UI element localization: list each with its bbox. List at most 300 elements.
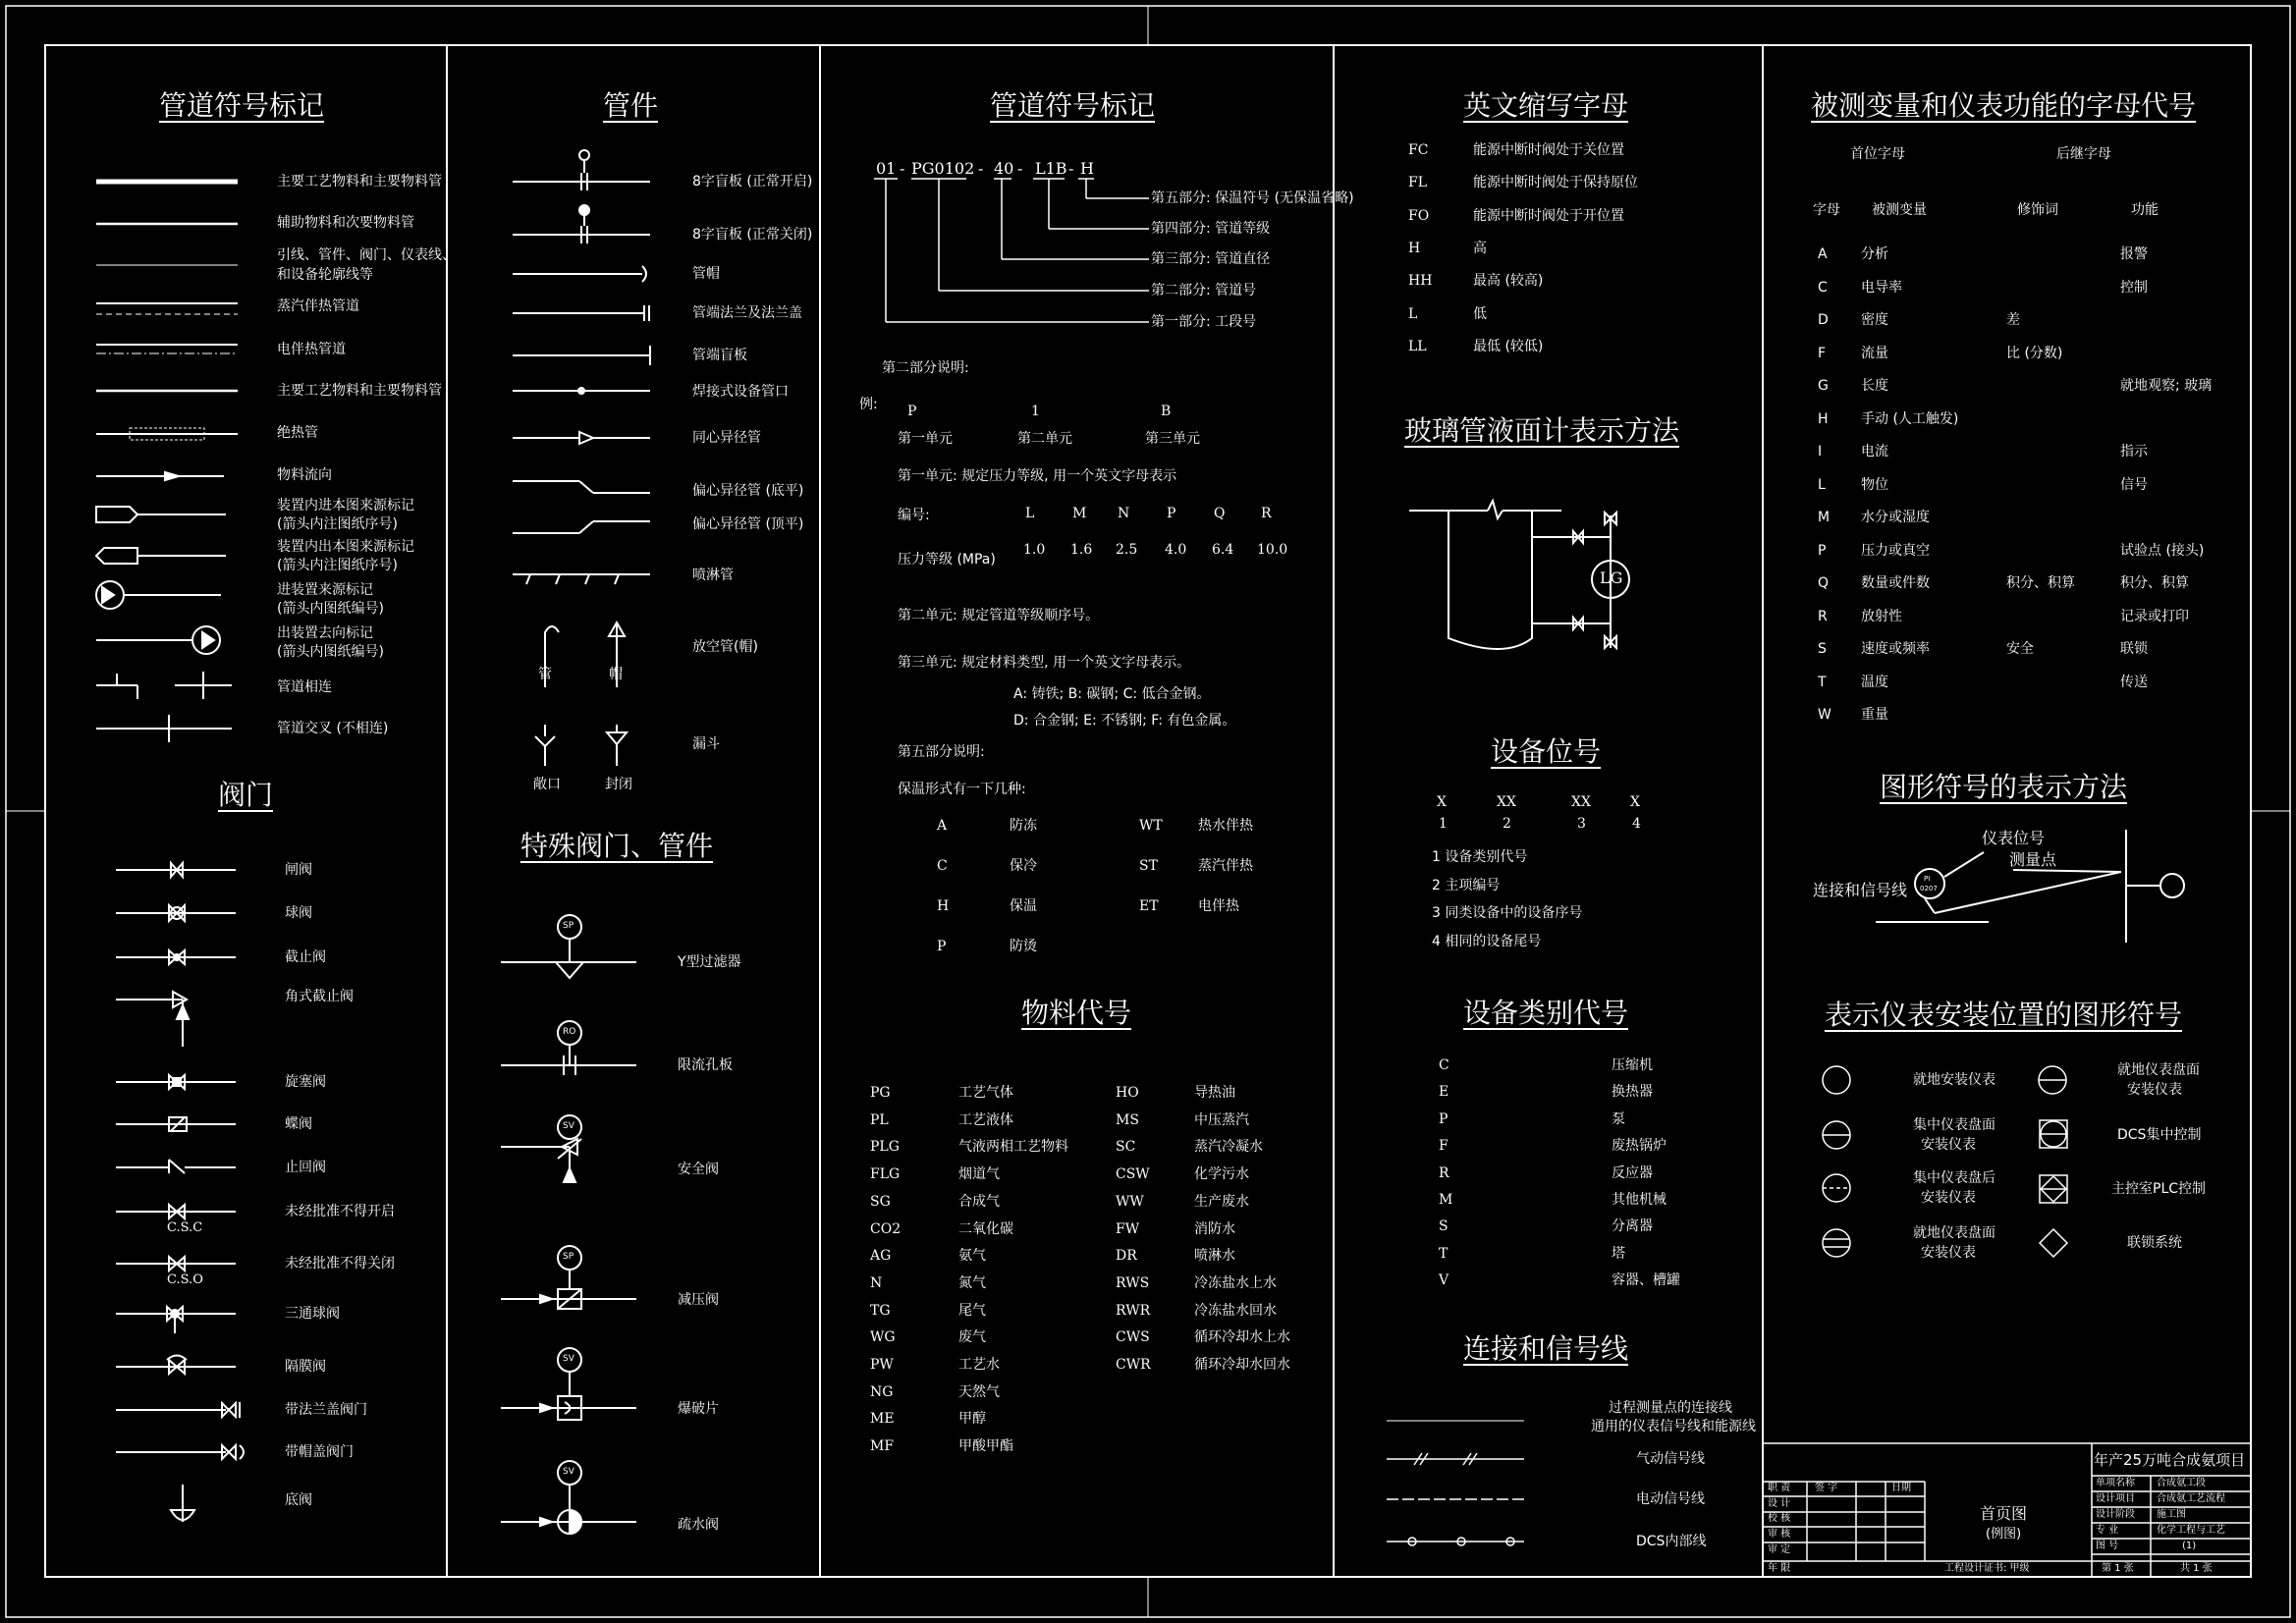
material-cell: 烟道气 bbox=[958, 1166, 1000, 1183]
inst-label: 安装仪表 bbox=[1921, 1137, 1976, 1153]
pipe-symbol-title: 管道符号标记 bbox=[158, 89, 325, 122]
material-cell: ME bbox=[870, 1411, 895, 1428]
vent-pipe-label: 管 bbox=[538, 667, 552, 682]
inst-label: 就地安装仪表 bbox=[1913, 1072, 1995, 1088]
category-cell: S bbox=[1439, 1218, 1449, 1235]
letter-cell: 传送 bbox=[2120, 674, 2148, 690]
material-code-title: 物料代号 bbox=[1020, 997, 1132, 1029]
code-part-desc: 第四部分: 管道等级 bbox=[1151, 221, 1271, 237]
insulation-cell: ST bbox=[1139, 858, 1158, 874]
inst-label: 安装仪表 bbox=[1921, 1245, 1976, 1261]
tb-key: 图 号 bbox=[2096, 1541, 2119, 1551]
letter-cell: D bbox=[1818, 312, 1829, 328]
valve-label: 未经批准不得开启 bbox=[285, 1204, 395, 1219]
tag-label: SP bbox=[563, 921, 574, 931]
equip-num: 2 bbox=[1503, 816, 1511, 832]
tb-role: 职 责 bbox=[1768, 1483, 1791, 1493]
fitting-label: 管帽 bbox=[692, 266, 720, 282]
pressure-value: 1.6 bbox=[1070, 542, 1093, 558]
legend-label: (箭头内图纸编号) bbox=[277, 601, 384, 617]
letter-cell: 速度或频率 bbox=[1861, 641, 1930, 657]
abbr-cell: 最低 (较低) bbox=[1473, 338, 1544, 354]
equip-code: XX bbox=[1497, 794, 1516, 810]
code-part: - bbox=[900, 159, 905, 178]
letter-cell: M bbox=[1818, 510, 1831, 525]
tb-value: 合成氨工艺流程 bbox=[2157, 1493, 2225, 1504]
code-part: H bbox=[1080, 159, 1094, 178]
pressure-code: P bbox=[1167, 506, 1176, 521]
funnel-open-label: 敞口 bbox=[533, 777, 561, 792]
tb-role: 设 计 bbox=[1768, 1498, 1791, 1509]
fitting-label: 8字盲板 (正常开启) bbox=[692, 174, 813, 189]
letter-cell: 就地观察; 玻璃 bbox=[2120, 378, 2213, 394]
insulation-cell: 防冻 bbox=[1010, 818, 1037, 834]
vent-cap-label: 帽 bbox=[609, 667, 623, 682]
letter-cell: Q bbox=[1818, 575, 1830, 591]
col-header: 功能 bbox=[2131, 202, 2159, 218]
tb-head: 签 字 bbox=[1815, 1483, 1838, 1493]
material-cell: 甲醇 bbox=[958, 1411, 986, 1428]
legend-label: 引线、管件、阀门、仪表线、 bbox=[277, 247, 456, 263]
unit3-desc: 第三单元: 规定材料类型, 用一个英文字母表示。 bbox=[898, 655, 1191, 671]
material-cell: SG bbox=[870, 1193, 891, 1210]
letter-cell: 流量 bbox=[1861, 345, 1888, 361]
special-label: 安全阀 bbox=[678, 1162, 719, 1177]
equip-code: XX bbox=[1571, 794, 1591, 810]
code-part-desc: 第一部分: 工段号 bbox=[1151, 314, 1257, 330]
valve-label: 旋塞阀 bbox=[285, 1074, 326, 1090]
letter-cell: 积分、积算 bbox=[2120, 575, 2189, 591]
inst-label: 主控室PLC控制 bbox=[2111, 1181, 2207, 1197]
equip-num: 1 bbox=[1439, 816, 1448, 832]
material-cell: SC bbox=[1116, 1139, 1136, 1156]
legend-label: 绝热管 bbox=[277, 425, 318, 441]
pressure-code: L bbox=[1025, 506, 1035, 521]
valve-label: 带法兰盖阀门 bbox=[285, 1402, 367, 1418]
tb-value: (1) bbox=[2182, 1541, 2197, 1551]
code-part: - bbox=[978, 159, 984, 178]
csc-label: C.S.C bbox=[167, 1220, 203, 1235]
pipe-legend-lines bbox=[96, 182, 238, 742]
fitting-label: 漏斗 bbox=[692, 736, 720, 752]
special-label: 限流孔板 bbox=[678, 1057, 733, 1073]
insulation-desc: 保温形式有一下几种: bbox=[898, 782, 1026, 797]
equip-code: X bbox=[1437, 794, 1447, 810]
signal-label: 过程测量点的连接线 bbox=[1609, 1400, 1732, 1416]
signal-label: 气动信号线 bbox=[1636, 1451, 1705, 1467]
sheet-total: 共 1 张 bbox=[2180, 1563, 2213, 1574]
letter-cell: R bbox=[1818, 608, 1828, 624]
equip-num: 4 bbox=[1632, 816, 1641, 832]
equip-desc: 1 设备类别代号 bbox=[1432, 849, 1528, 865]
abbr-title: 英文缩写字母 bbox=[1462, 89, 1629, 122]
tb-key: 设计阶段 bbox=[2096, 1509, 2135, 1520]
abbr-cell: 能源中断时阀处于保持原位 bbox=[1473, 175, 1638, 191]
insulation-cell: ET bbox=[1139, 898, 1159, 914]
category-cell: V bbox=[1439, 1272, 1449, 1289]
pipe-code-title: 管道符号标记 bbox=[989, 89, 1156, 122]
material-cell: WG bbox=[870, 1329, 896, 1346]
inst-label: 就地仪表盘面 bbox=[2117, 1062, 2200, 1078]
pressure-value: 1.0 bbox=[1023, 542, 1046, 558]
material-line: D: 合金钢; E: 不锈钢; F: 有色金属。 bbox=[1013, 713, 1236, 729]
pressure-value: 4.0 bbox=[1165, 542, 1187, 558]
code-part-desc: 第三部分: 管道直径 bbox=[1151, 251, 1271, 267]
fitting-label: 管端法兰及法兰盖 bbox=[692, 305, 802, 321]
insulation-cell: WT bbox=[1139, 818, 1163, 834]
legend-label: 和设备轮廓线等 bbox=[277, 267, 373, 283]
fitting-label: 喷淋管 bbox=[692, 568, 734, 583]
example-value: P bbox=[907, 404, 917, 419]
abbr-cell: FL bbox=[1408, 175, 1428, 191]
material-cell: PL bbox=[870, 1111, 889, 1128]
inst-label: 安装仪表 bbox=[2127, 1082, 2182, 1098]
code-part: PG0102 bbox=[911, 159, 975, 178]
abbr-cell: FO bbox=[1408, 207, 1430, 224]
letter-cell: T bbox=[1818, 674, 1827, 690]
equipment-category-title: 设备类别代号 bbox=[1462, 997, 1629, 1029]
material-cell: CSW bbox=[1116, 1166, 1150, 1183]
letter-cell: W bbox=[1818, 707, 1831, 723]
part5-desc: 第五部分说明: bbox=[898, 744, 985, 760]
material-cell: N bbox=[870, 1274, 883, 1291]
material-cell: 甲酸甲酯 bbox=[958, 1438, 1013, 1455]
category-cell: 泵 bbox=[1612, 1110, 1625, 1127]
unit2-desc: 第二单元: 规定管道等级顺序号。 bbox=[898, 608, 1100, 623]
tb-key: 单项名称 bbox=[2096, 1478, 2135, 1488]
category-cell: 其他机械 bbox=[1612, 1192, 1667, 1208]
valve-label: 截止阀 bbox=[285, 949, 326, 965]
material-cell: 冷冻盐水上水 bbox=[1194, 1274, 1277, 1291]
fitting-label: 管端盲板 bbox=[692, 348, 747, 363]
letter-cell: 压力或真空 bbox=[1861, 542, 1930, 559]
material-cell: MS bbox=[1116, 1111, 1139, 1128]
special-title: 特殊阀门、管件 bbox=[519, 830, 714, 862]
bubble-text: 0207 bbox=[1920, 885, 1938, 893]
tb-value: 施工图 bbox=[2157, 1509, 2186, 1520]
project-name: 年产25万吨合成氨项目 bbox=[2094, 1451, 2246, 1469]
code-part-desc: 第二部分: 管道号 bbox=[1151, 283, 1257, 298]
material-cell: 循环冷却水回水 bbox=[1194, 1357, 1290, 1373]
insulation-cell: A bbox=[937, 818, 948, 834]
letter-code-title: 被测变量和仪表功能的字母代号 bbox=[1810, 89, 2197, 122]
material-cell: 消防水 bbox=[1194, 1220, 1235, 1237]
letter-cell: 放射性 bbox=[1861, 608, 1902, 624]
code-part: 01 bbox=[876, 159, 897, 178]
fitting-label: 放空管(帽) bbox=[692, 639, 758, 655]
material-cell: DR bbox=[1116, 1248, 1137, 1265]
bubble-text: PI bbox=[1924, 875, 1931, 883]
tb-role: 审 核 bbox=[1768, 1529, 1791, 1540]
material-cell: 工艺气体 bbox=[958, 1085, 1013, 1101]
inst-label: 联锁系统 bbox=[2127, 1235, 2182, 1251]
code-row-label: 编号: bbox=[898, 508, 930, 523]
legend-label: 装置内进本图来源标记 bbox=[277, 498, 414, 514]
equip-desc: 3 同类设备中的设备序号 bbox=[1432, 905, 1583, 921]
col-header: 修饰词 bbox=[2017, 202, 2058, 218]
code-part: L1B bbox=[1035, 159, 1067, 178]
category-cell: C bbox=[1439, 1057, 1449, 1073]
material-cell: 导热油 bbox=[1194, 1085, 1235, 1101]
signal-line-title: 连接和信号线 bbox=[1462, 1332, 1629, 1365]
abbr-cell: H bbox=[1408, 240, 1421, 256]
letter-cell: P bbox=[1818, 542, 1827, 559]
special-valve-symbols bbox=[501, 915, 636, 1534]
legend-label: 出装置去向标记 bbox=[277, 625, 373, 641]
letter-cell: C bbox=[1818, 279, 1828, 296]
tb-role: 审 定 bbox=[1768, 1544, 1791, 1555]
letter-cell: 分析 bbox=[1861, 246, 1888, 262]
tb-key: 专 业 bbox=[2096, 1525, 2119, 1536]
letter-cell: G bbox=[1818, 378, 1829, 394]
insulation-cell: 热水伴热 bbox=[1198, 818, 1253, 834]
letter-cell: 密度 bbox=[1861, 312, 1888, 328]
material-cell: 化学污水 bbox=[1194, 1166, 1249, 1183]
legend-label: 管道相连 bbox=[277, 679, 332, 695]
special-label: 疏水阀 bbox=[678, 1517, 719, 1533]
pressure-value: 2.5 bbox=[1116, 542, 1138, 558]
unit-label: 第一单元 bbox=[898, 431, 953, 447]
instrument-location-title: 表示仪表安装位置的图形符号 bbox=[1824, 999, 2183, 1031]
letter-cell: 重量 bbox=[1861, 707, 1888, 723]
material-cell: 合成气 bbox=[958, 1193, 1000, 1210]
abbr-cell: 高 bbox=[1473, 240, 1487, 256]
signal-label: 电动信号线 bbox=[1636, 1491, 1705, 1507]
legend-label: (箭头内注图纸序号) bbox=[277, 558, 398, 573]
material-cell: 尾气 bbox=[958, 1302, 986, 1319]
graphic-notation-title: 图形符号的表示方法 bbox=[1879, 771, 2128, 803]
letter-cell: 数量或件数 bbox=[1861, 575, 1930, 591]
material-cell: PLG bbox=[870, 1139, 900, 1156]
material-cell: MF bbox=[870, 1438, 895, 1455]
col-header: 被测变量 bbox=[1872, 202, 1927, 218]
equip-num: 3 bbox=[1577, 816, 1586, 832]
pressure-value: 6.4 bbox=[1212, 542, 1234, 558]
material-cell: 蒸汽冷凝水 bbox=[1194, 1139, 1263, 1156]
pressure-code: M bbox=[1072, 506, 1087, 521]
equipment-tag-title: 设备位号 bbox=[1490, 735, 1602, 768]
category-cell: F bbox=[1439, 1138, 1449, 1155]
part2-desc: 第二部分说明: bbox=[882, 360, 969, 376]
letter-cell: H bbox=[1818, 410, 1829, 427]
letter-cell: 积分、积算 bbox=[2006, 575, 2075, 591]
material-cell: AG bbox=[870, 1248, 892, 1265]
insulation-cell: 防烫 bbox=[1010, 939, 1037, 954]
category-cell: P bbox=[1439, 1110, 1449, 1127]
category-cell: 容器、槽罐 bbox=[1612, 1272, 1680, 1289]
insulation-cell: 电伴热 bbox=[1198, 898, 1239, 914]
pressure-row-label: 压力等级 (MPa) bbox=[898, 552, 996, 568]
code-part: 40 bbox=[994, 159, 1014, 178]
letter-cell: 安全 bbox=[2006, 641, 2034, 657]
insulation-cell: 保冷 bbox=[1010, 858, 1037, 874]
code-part-desc: 第五部分: 保温符号 (无保温省略) bbox=[1151, 190, 1354, 206]
letter-cell: 联锁 bbox=[2120, 641, 2148, 657]
graphic-label: 连接和信号线 bbox=[1813, 881, 1908, 899]
material-cell: FW bbox=[1116, 1220, 1140, 1237]
signal-line-samples bbox=[1387, 1421, 1524, 1545]
material-cell: TG bbox=[870, 1302, 891, 1319]
letter-cell: I bbox=[1818, 444, 1823, 460]
material-cell: 中压蒸汽 bbox=[1194, 1111, 1249, 1128]
fittings-title: 管件 bbox=[602, 89, 659, 122]
category-cell: 废热锅炉 bbox=[1612, 1138, 1667, 1155]
inst-label: 安装仪表 bbox=[1921, 1190, 1976, 1206]
code-leaders bbox=[874, 179, 1149, 322]
tag-label: SV bbox=[563, 1354, 574, 1364]
unit-label: 第三单元 bbox=[1145, 431, 1200, 447]
special-label: 减压阀 bbox=[678, 1292, 719, 1308]
abbr-cell: L bbox=[1408, 305, 1418, 322]
category-cell: E bbox=[1439, 1084, 1449, 1101]
category-cell: 分离器 bbox=[1612, 1218, 1653, 1235]
example-value: B bbox=[1161, 404, 1172, 419]
inst-label: 集中仪表盘面 bbox=[1913, 1117, 1995, 1133]
material-cell: FLG bbox=[870, 1166, 901, 1183]
material-cell: 气液两相工艺物料 bbox=[958, 1139, 1068, 1156]
material-cell: WW bbox=[1116, 1193, 1144, 1210]
tag-label: SP bbox=[563, 1252, 574, 1262]
material-cell: CWS bbox=[1116, 1329, 1150, 1346]
letter-cell: 比 (分数) bbox=[2006, 345, 2063, 361]
category-cell: 压缩机 bbox=[1612, 1057, 1653, 1073]
abbr-cell: 最高 (较高) bbox=[1473, 273, 1544, 290]
graphic-label: 仪表位号 bbox=[1982, 829, 2046, 847]
insulation-cell: 保温 bbox=[1010, 898, 1037, 914]
pressure-code: Q bbox=[1214, 506, 1226, 521]
material-cell: RWS bbox=[1116, 1274, 1150, 1291]
letter-cell: 长度 bbox=[1861, 378, 1888, 394]
category-cell: T bbox=[1439, 1245, 1449, 1262]
inst-label: 集中仪表盘后 bbox=[1913, 1170, 1995, 1186]
inst-label: DCS集中控制 bbox=[2117, 1127, 2202, 1143]
legend-label: 辅助物料和次要物料管 bbox=[277, 215, 414, 231]
material-cell: HO bbox=[1116, 1085, 1139, 1101]
letter-cell: S bbox=[1818, 641, 1827, 657]
inner-border bbox=[45, 45, 2251, 1577]
material-cell: 天然气 bbox=[958, 1383, 1000, 1400]
tb-head: 日期 bbox=[1891, 1483, 1911, 1493]
material-cell: RWR bbox=[1116, 1302, 1151, 1319]
legend-label: 物料流向 bbox=[277, 467, 332, 483]
equip-desc: 2 主项编号 bbox=[1432, 878, 1501, 893]
example-value: 1 bbox=[1031, 404, 1040, 419]
col-header: 字母 bbox=[1813, 202, 1840, 218]
material-cell: 生产废水 bbox=[1194, 1193, 1249, 1210]
letter-cell: 试验点 (接头) bbox=[2120, 542, 2205, 559]
legend-label: 主要工艺物料和主要物料管 bbox=[277, 174, 442, 189]
tb-role: 年 限 bbox=[1768, 1563, 1791, 1574]
equip-desc: 4 相同的设备尾号 bbox=[1432, 934, 1542, 949]
tb-value: 合成氨工段 bbox=[2157, 1478, 2206, 1488]
category-cell: 反应器 bbox=[1612, 1164, 1653, 1181]
fitting-label: 同心异径管 bbox=[692, 430, 761, 446]
fitting-label: 偏心异径管 (顶平) bbox=[692, 516, 804, 532]
valve-title: 阀门 bbox=[217, 779, 274, 811]
material-cell: PG bbox=[870, 1085, 891, 1101]
letter-cell: L bbox=[1818, 476, 1826, 493]
fitting-label: 8字盲板 (正常关闭) bbox=[692, 227, 813, 243]
design-cert: 工程设计证书: 甲级 bbox=[1944, 1563, 2030, 1574]
lg-label: LG bbox=[1600, 568, 1623, 587]
abbr-cell: LL bbox=[1408, 338, 1427, 354]
letter-cell: 温度 bbox=[1861, 674, 1888, 690]
letter-cell: 信号 bbox=[2120, 476, 2148, 493]
valve-label: 带帽盖阀门 bbox=[285, 1444, 354, 1460]
material-cell: CWR bbox=[1116, 1357, 1151, 1373]
legend-label: 管道交叉 (不相连) bbox=[277, 721, 389, 736]
valve-label: 隔膜阀 bbox=[285, 1359, 326, 1375]
material-line: A: 铸铁; B: 碳钢; C: 低合金钢。 bbox=[1013, 686, 1211, 702]
valve-label: 未经批准不得关闭 bbox=[285, 1256, 395, 1271]
glass-gauge-symbol bbox=[1409, 501, 1629, 649]
material-cell: CO2 bbox=[870, 1220, 902, 1237]
material-cell: 冷冻盐水回水 bbox=[1194, 1302, 1277, 1319]
category-cell: M bbox=[1439, 1192, 1453, 1208]
valve-symbols bbox=[116, 863, 244, 1522]
fitting-label: 焊接式设备管口 bbox=[692, 384, 789, 400]
code-part: - bbox=[1068, 159, 1074, 178]
glass-gauge-title: 玻璃管液面计表示方法 bbox=[1403, 414, 1680, 447]
letter-cell: 报警 bbox=[2120, 246, 2148, 262]
abbr-cell: 能源中断时阀处于开位置 bbox=[1473, 207, 1624, 224]
material-cell: 二氧化碳 bbox=[958, 1220, 1013, 1237]
legend-label: 电伴热管道 bbox=[277, 342, 346, 357]
material-cell: PW bbox=[870, 1357, 894, 1373]
letter-cell: 电流 bbox=[1861, 444, 1888, 460]
valve-label: 角式截止阀 bbox=[285, 989, 354, 1004]
legend-label: 装置内出本图来源标记 bbox=[277, 539, 414, 555]
legend-label: (箭头内注图纸序号) bbox=[277, 516, 398, 532]
unit-label: 第二单元 bbox=[1017, 431, 1072, 447]
sheet-no: 第 1 张 bbox=[2102, 1563, 2134, 1574]
letter-cell: A bbox=[1818, 246, 1828, 262]
tb-value: 化学工程与工艺 bbox=[2157, 1525, 2225, 1536]
material-cell: 氮气 bbox=[958, 1274, 986, 1291]
special-label: Y型过滤器 bbox=[678, 954, 741, 970]
equip-code: X bbox=[1630, 794, 1640, 810]
succeeding-letter-header: 后继字母 bbox=[2056, 146, 2111, 162]
tag-label: RO bbox=[563, 1027, 576, 1037]
tag-label: SV bbox=[563, 1121, 574, 1131]
insulation-cell: P bbox=[937, 939, 947, 954]
letter-cell: 电导率 bbox=[1861, 279, 1902, 296]
letter-cell: F bbox=[1818, 345, 1827, 361]
pressure-code: N bbox=[1118, 506, 1130, 521]
signal-label: DCS内部线 bbox=[1636, 1534, 1707, 1549]
code-part: - bbox=[1017, 159, 1023, 178]
insulation-cell: H bbox=[937, 898, 950, 914]
valve-label: 闸阀 bbox=[285, 862, 312, 878]
category-cell: 塔 bbox=[1612, 1245, 1625, 1262]
material-cell: 氨气 bbox=[958, 1248, 986, 1265]
valve-label: 三通球阀 bbox=[285, 1306, 340, 1322]
insulation-cell: C bbox=[937, 858, 948, 874]
material-cell: NG bbox=[870, 1383, 894, 1400]
letter-cell: 水分或湿度 bbox=[1861, 510, 1930, 525]
cso-label: C.S.O bbox=[167, 1272, 203, 1287]
example-label: 例: bbox=[859, 397, 878, 412]
letter-cell: 物位 bbox=[1861, 476, 1888, 493]
legend-label: 蒸汽伴热管道 bbox=[277, 298, 359, 314]
pressure-value: 10.0 bbox=[1257, 542, 1288, 558]
legend-label: 主要工艺物料和主要物料管 bbox=[277, 383, 442, 399]
letter-cell: 指示 bbox=[2120, 444, 2148, 460]
letter-cell: 差 bbox=[2006, 312, 2020, 328]
funnel-closed-label: 封闭 bbox=[605, 777, 632, 792]
category-cell: 换热器 bbox=[1612, 1084, 1653, 1101]
special-label: 爆破片 bbox=[678, 1401, 719, 1417]
